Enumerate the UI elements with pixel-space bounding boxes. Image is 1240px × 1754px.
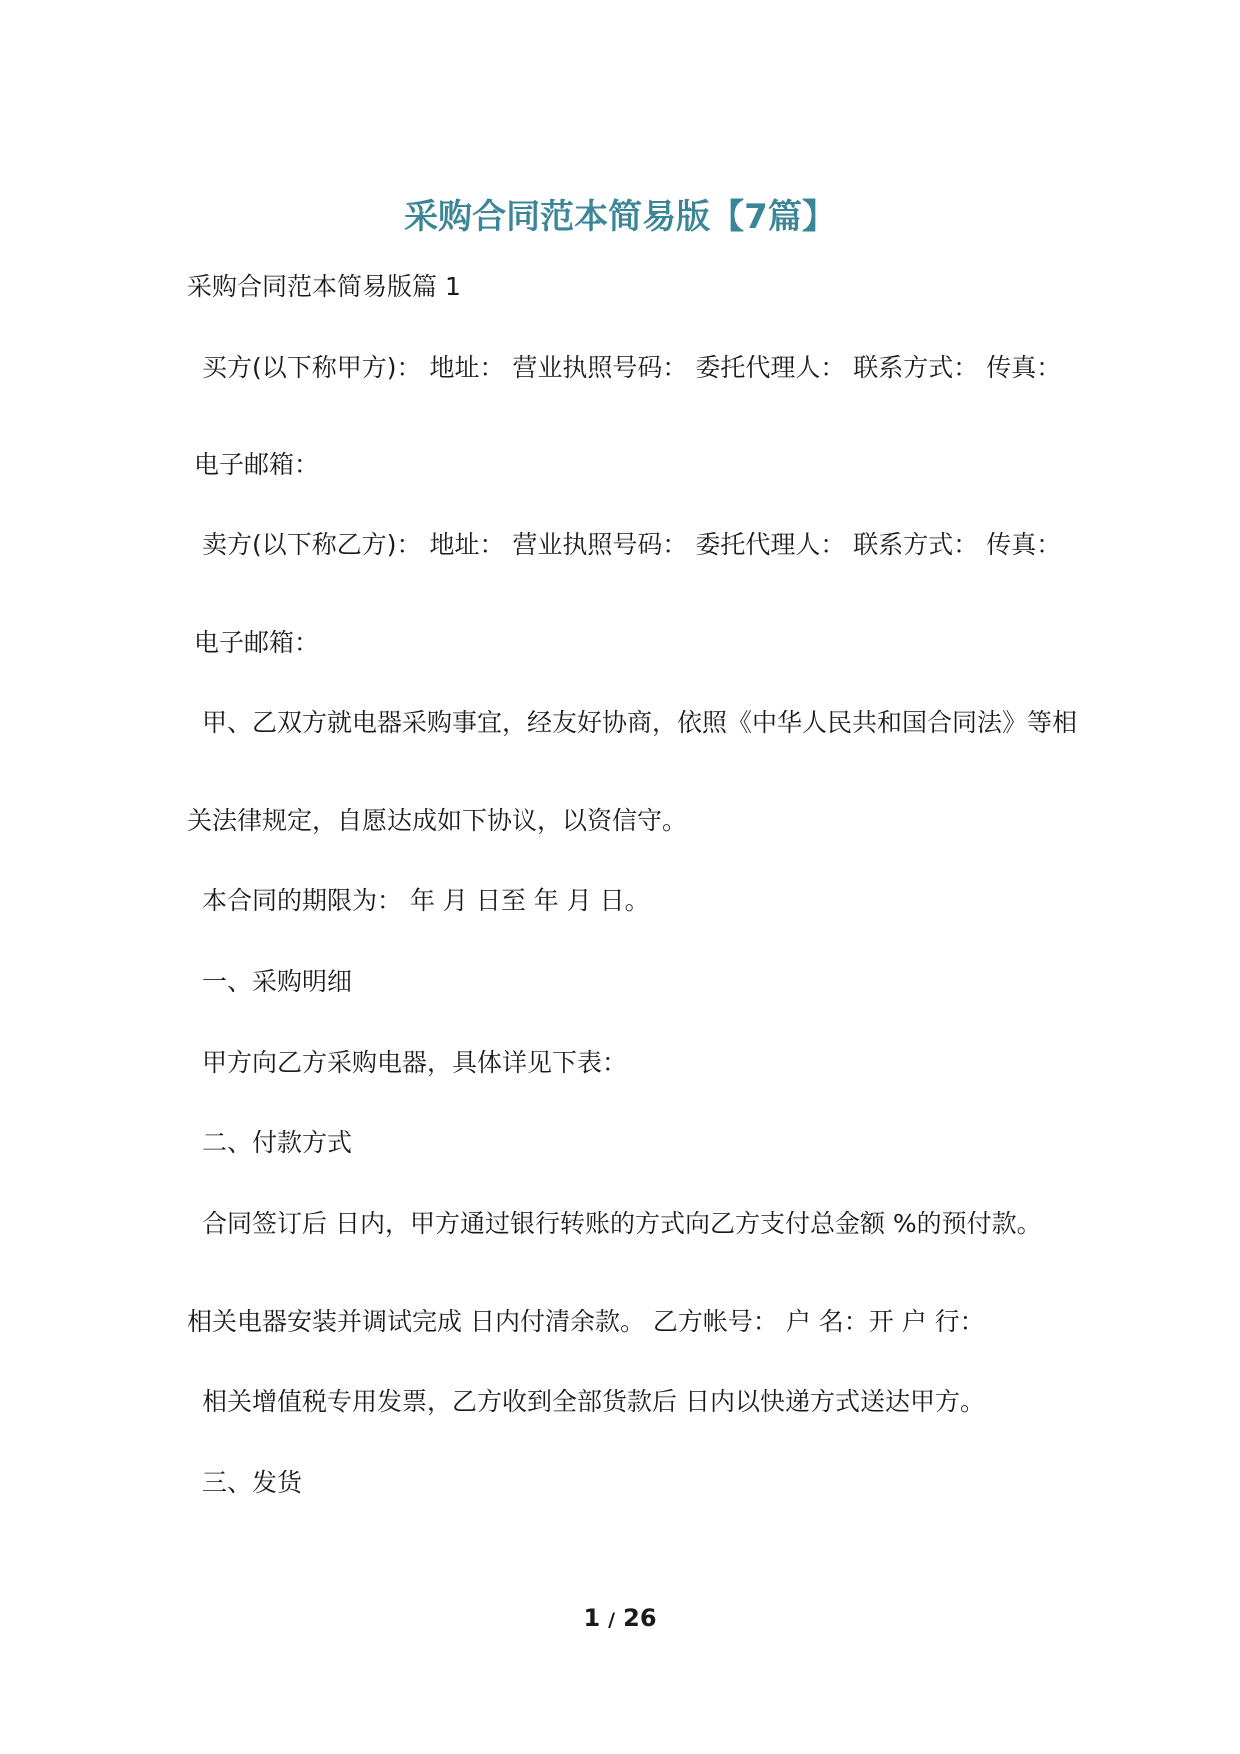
- agreement-intro-line-2: 关法律规定，自愿达成如下协议，以资信守。: [187, 806, 688, 835]
- document-title: 采购合同范本简易版【7篇】: [404, 197, 836, 237]
- buyer-info-line: 买方(以下称甲方)： 地址： 营业执照号码： 委托代理人： 联系方式： 传真：: [202, 353, 1062, 382]
- page-number: [0, 1603, 1240, 1635]
- agreement-intro-line-1: 甲、乙双方就电器采购事宜，经友好协商，依照《中华人民共和国合同法》等相: [202, 708, 1078, 737]
- contract-term-line: 本合同的期限为： 年 月 日至 年 月 日。: [202, 886, 650, 915]
- total-page-count: 26: [623, 1604, 657, 1632]
- buyer-email-line: 电子邮箱：: [194, 450, 320, 479]
- seller-email-line: 电子邮箱：: [194, 628, 320, 657]
- invoice-line: 相关增值税专用发票，乙方收到全部货款后 日内以快递方式送达甲方。: [202, 1387, 985, 1416]
- purchase-detail-line: 甲方向乙方采购电器，具体详见下表：: [202, 1048, 628, 1077]
- payment-line-1: 合同签订后 日内，甲方通过银行转账的方式向乙方支付总金额 %的预付款。: [202, 1209, 1042, 1238]
- clause-heading-1: 一、采购明细: [202, 967, 353, 996]
- seller-info-line: 卖方(以下称乙方)： 地址： 营业执照号码： 委托代理人： 联系方式： 传真：: [202, 530, 1062, 559]
- section-heading: 采购合同范本简易版篇 1: [187, 272, 461, 301]
- clause-heading-2: 二、付款方式: [202, 1128, 353, 1157]
- page-separator: /: [608, 1609, 616, 1631]
- payment-line-2: 相关电器安装并调试完成 日内付清余款。 乙方帐号： 户 名：开 户 行：: [187, 1307, 985, 1336]
- clause-heading-3: 三、发货: [202, 1468, 303, 1497]
- current-page-number: 1: [583, 1604, 601, 1632]
